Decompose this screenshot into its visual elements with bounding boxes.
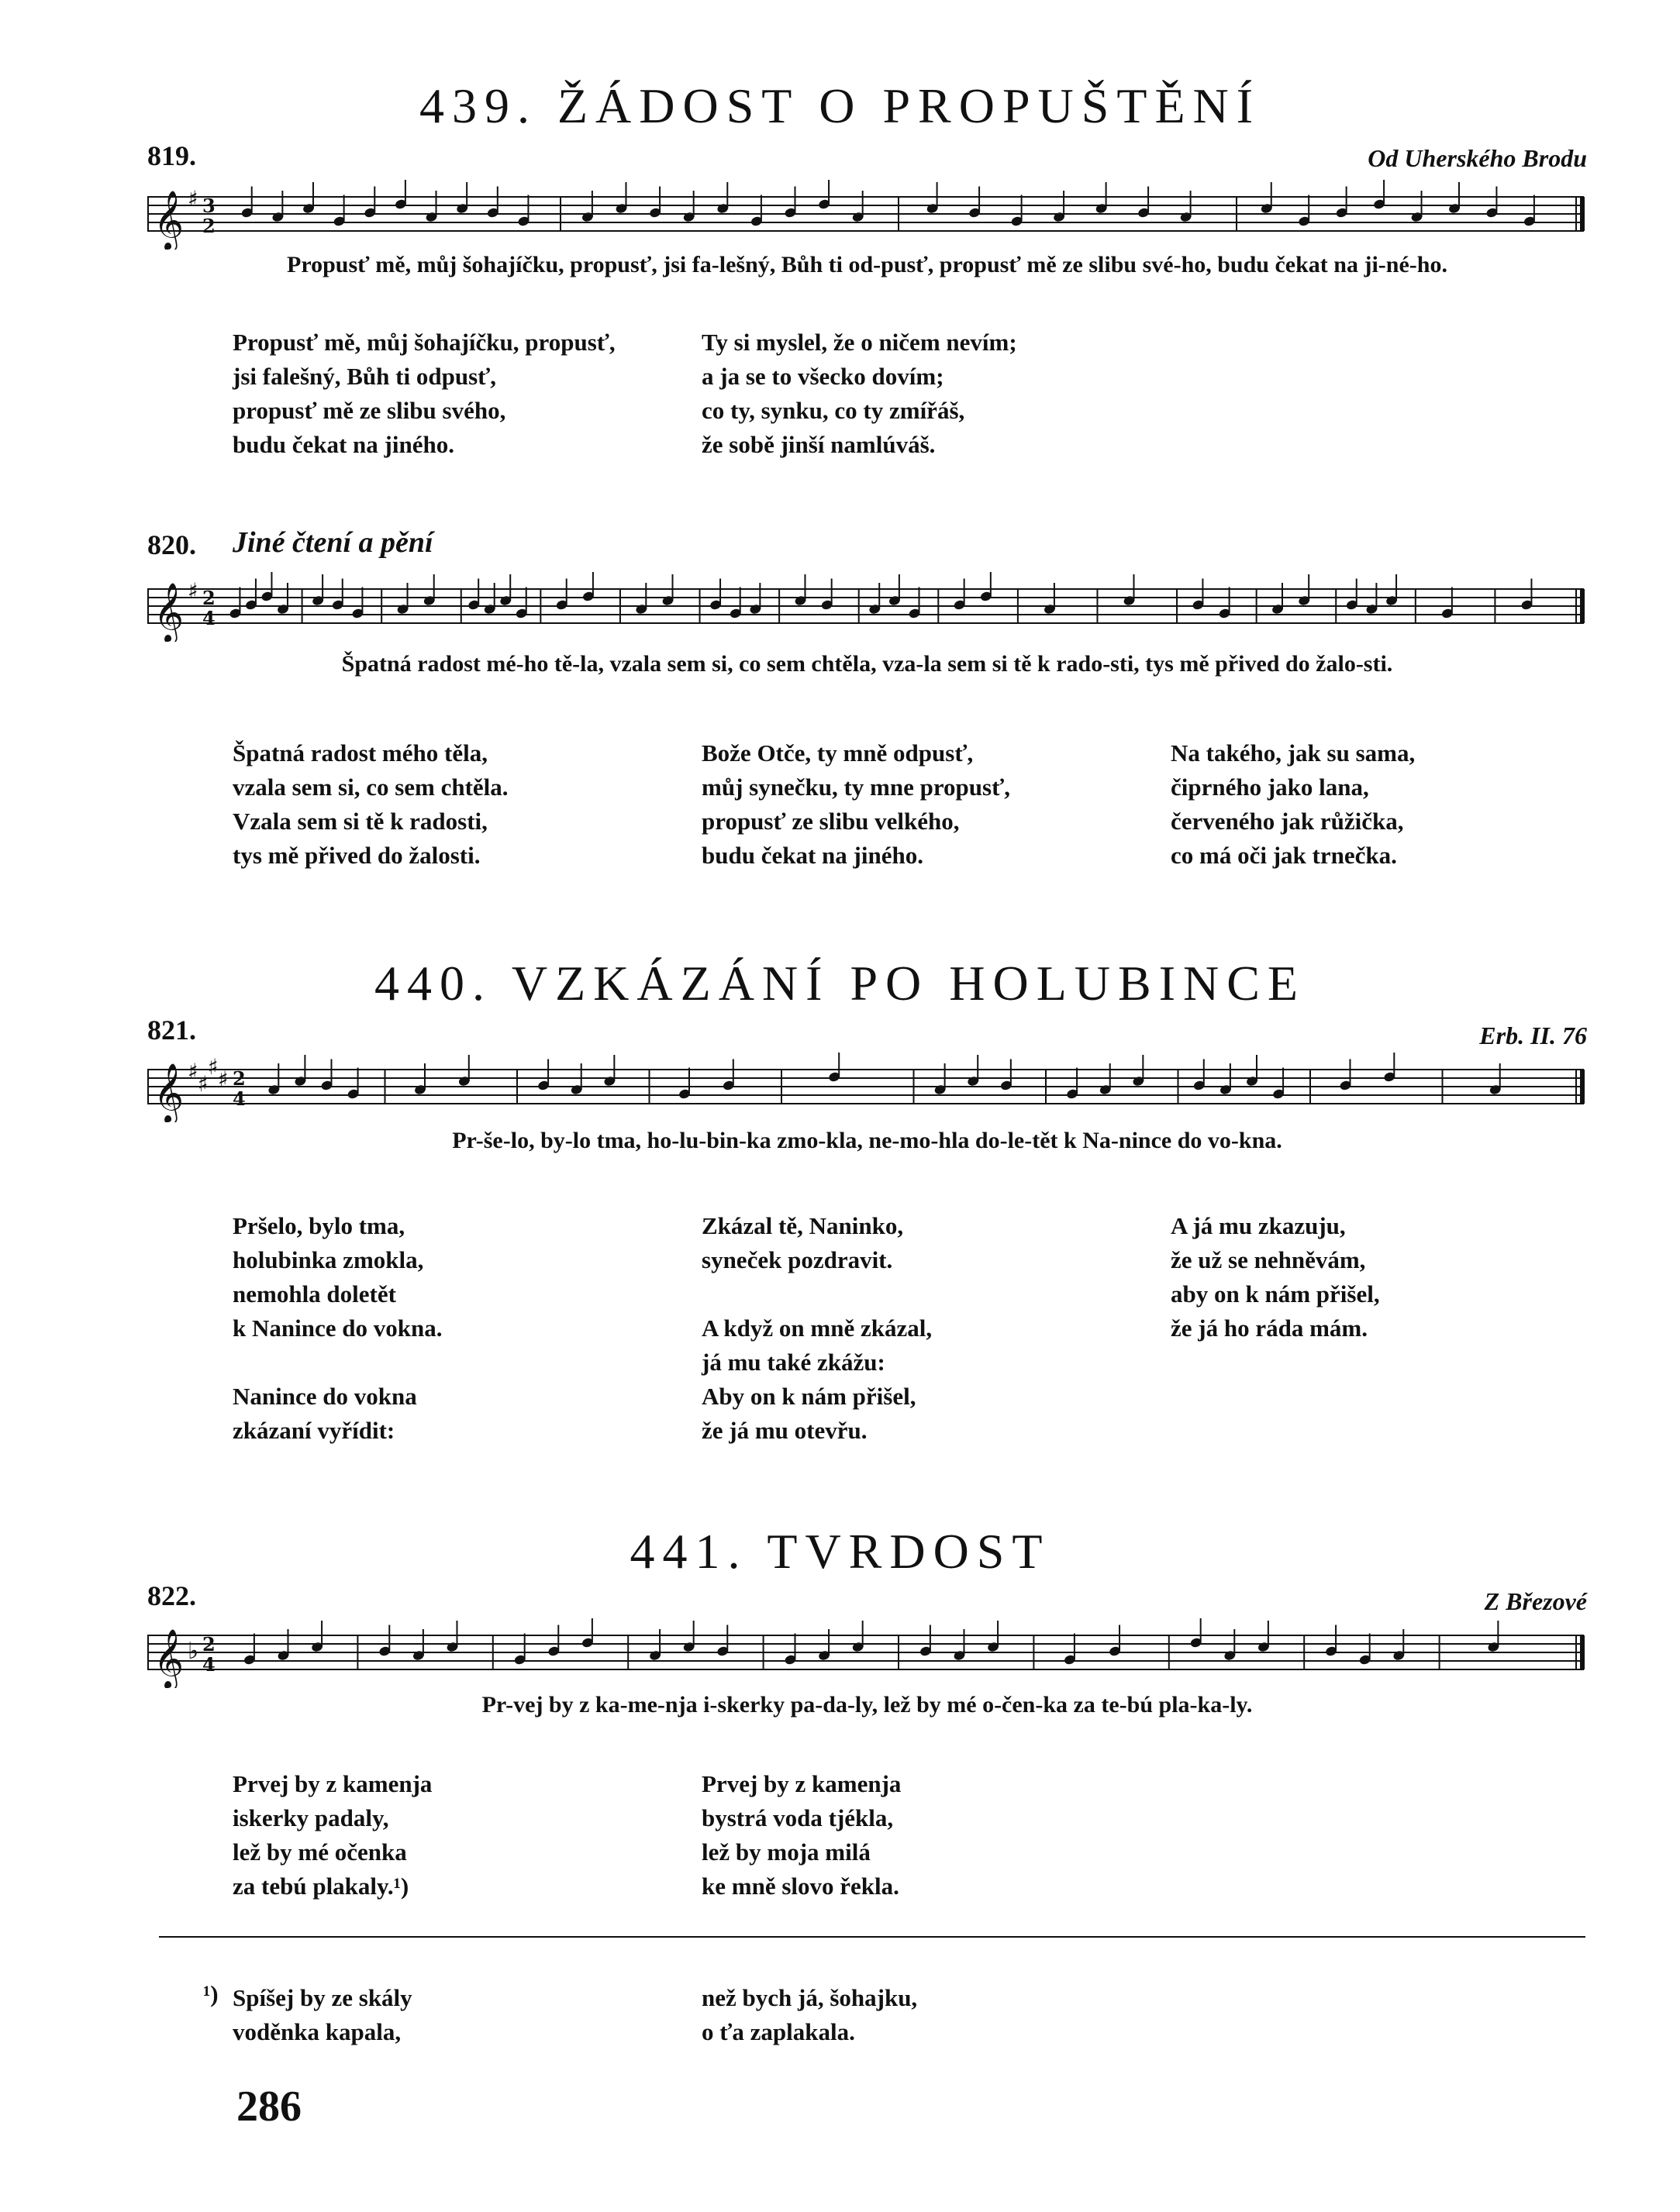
verse-line: co ty, synku, co ty zmířáš, xyxy=(702,397,965,424)
song-440-verse-2 xyxy=(702,1209,932,1448)
melody-820-staff xyxy=(147,572,1587,642)
treble-clef-icon: 𝄞 xyxy=(154,1063,185,1122)
verse-line: Zkázal tě, Naninko, xyxy=(702,1212,904,1239)
footnote-line: než bych já, šohajku, xyxy=(702,1984,918,2011)
verse-line: co má oči jak trnečka. xyxy=(1171,842,1397,869)
verse-line: čiprného jako lana, xyxy=(1171,774,1369,801)
melody-822-number: 822. xyxy=(147,1580,196,1611)
verse-line: syneček pozdravit. xyxy=(702,1246,893,1273)
verse-line: Prvej by z kamenja xyxy=(233,1770,433,1797)
footnote-mark: ¹) xyxy=(203,1980,219,2007)
sharp-icon: ♯ xyxy=(188,1059,198,1084)
time-signature-top: 2 xyxy=(202,1633,216,1656)
treble-clef-icon: 𝄞 xyxy=(154,582,185,642)
verse-line: červeného jak růžička, xyxy=(1171,808,1404,835)
verse-line: za tebú plakaly.¹) xyxy=(233,1873,409,1900)
treble-clef-icon: 𝄞 xyxy=(154,190,185,250)
verse-line: že sobě jinší namlúváš. xyxy=(702,431,936,458)
verse-line: propusť ze slibu velkého, xyxy=(702,808,960,835)
song-440-verse-3 xyxy=(1171,1209,1380,1345)
verse-line: nemohla doletět xyxy=(233,1280,396,1308)
melody-821-staff xyxy=(147,1053,1587,1122)
verse-line: Špatná radost mého těla, xyxy=(233,739,488,767)
footnote-column-2 xyxy=(702,1981,917,2049)
verse-line: budu čekat na jiného. xyxy=(702,842,923,869)
time-signature-top: 2 xyxy=(233,1067,246,1090)
verse-line: bystrá voda tjékla, xyxy=(702,1804,894,1831)
song-441-title: 441. TVRDOST xyxy=(630,1524,1050,1579)
verse-line: že já mu otevřu. xyxy=(702,1417,868,1444)
footnote-line: Spíšej by ze skály xyxy=(233,1984,412,2011)
verse-line: Bože Otče, ty mně odpusť, xyxy=(702,739,974,767)
verse-line: aby on k nám přišel, xyxy=(1171,1280,1380,1308)
verse-line: můj synečku, ty mne propusť, xyxy=(702,774,1010,801)
footnote-column-1 xyxy=(233,1981,412,2049)
verse-line: Ty si myslel, že o ničem nevím; xyxy=(702,329,1017,356)
verse-line: Na takého, jak su sama, xyxy=(1171,739,1416,767)
time-signature-top: 2 xyxy=(202,587,216,609)
melody-821-lyrics: Pr-še-lo, by-lo tma, ho-lu-bin-ka zmo-kla, ne-mo-hla do-le-tět k Na-nince do vo-kna. xyxy=(452,1128,1282,1153)
melody-821-number: 821. xyxy=(147,1015,196,1046)
verse-line: k Nanince do vokna. xyxy=(233,1314,443,1342)
flat-icon: ♭ xyxy=(188,1638,199,1665)
song-440-verse-1 xyxy=(233,1209,442,1448)
verse-line: lež by moja milá xyxy=(702,1838,871,1866)
verse-line: Prvej by z kamenja xyxy=(702,1770,902,1797)
melody-822-source: Z Březové xyxy=(1484,1587,1587,1615)
song-440-title: 440. VZKÁZÁNÍ PO HOLUBINCE xyxy=(374,956,1306,1011)
melody-819-staff xyxy=(147,180,1587,250)
melody-819-source: Od Uherského Brodu xyxy=(1368,144,1587,172)
verse-line: iskerky padaly, xyxy=(233,1804,389,1831)
song-439b-verse-2 xyxy=(702,736,1010,873)
melody-819-lyrics: Propusť mě, můj šohajíčku, propusť, jsi fa-lešný, Bůh ti od-pusť, propusť mě ze slibu své-ho, budu čekat na ji-né-ho. xyxy=(287,252,1447,277)
melody-820-number: 820. xyxy=(147,529,196,560)
time-signature-bottom: 2 xyxy=(202,215,216,237)
sharp-icon: ♯ xyxy=(188,186,198,212)
melody-822-staff xyxy=(147,1618,1587,1688)
melody-820-subtitle: Jiné čtení a pění xyxy=(233,526,433,559)
verse-line: vzala sem si, co sem chtěla. xyxy=(233,774,509,801)
verse-line: budu čekat na jiného. xyxy=(233,431,454,458)
verse-line: jsi falešný, Bůh ti odpusť, xyxy=(233,363,497,390)
verse-line: ke mně slovo řekla. xyxy=(702,1873,899,1900)
verse-line: lež by mé očenka xyxy=(233,1838,407,1866)
verse-line: A já mu zkazuju, xyxy=(1171,1212,1346,1239)
time-signature-bottom: 4 xyxy=(202,1653,216,1676)
sharp-icon: ♯ xyxy=(188,578,198,604)
time-signature-bottom: 4 xyxy=(233,1087,246,1110)
sharp-icon: ♯ xyxy=(218,1066,229,1092)
time-signature-top: 3 xyxy=(202,195,216,217)
verse-line: Propusť mě, můj šohajíčku, propusť, xyxy=(233,329,616,356)
verse-line: tys mě přived do žalosti. xyxy=(233,842,481,869)
verse-line: A když on mně zkázal, xyxy=(702,1314,933,1342)
verse-line: Nanince do vokna xyxy=(233,1383,417,1410)
song-441-verse-1 xyxy=(233,1767,432,1904)
verse-line: a ja se to všecko dovím; xyxy=(702,363,944,390)
melody-821-source: Erb. II. 76 xyxy=(1479,1022,1587,1049)
melody-819-number: 819. xyxy=(147,140,196,171)
song-439-title: 439. ŽÁDOST O PROPUŠTĚNÍ xyxy=(419,78,1261,133)
verse-line: že já ho ráda mám. xyxy=(1171,1314,1368,1342)
footnote-line: voděnka kapala, xyxy=(233,2018,402,2045)
time-signature-bottom: 4 xyxy=(202,607,216,629)
verse-line: Aby on k nám přišel, xyxy=(702,1383,916,1410)
page-number: 286 xyxy=(236,2083,302,2131)
footnote-divider xyxy=(159,1936,1585,1938)
melody-820-lyrics: Špatná radost mé-ho tě-la, vzala sem si, co sem chtěla, vza-la sem si tě k rado-sti, tys mě přived do žalo-sti. xyxy=(341,651,1393,677)
song-439-verse-2 xyxy=(702,326,1017,462)
sharp-icon: ♯ xyxy=(208,1054,219,1080)
song-439-verse-1 xyxy=(233,326,616,462)
verse-line: že už se nehněvám, xyxy=(1171,1246,1366,1273)
song-439b-verse-3 xyxy=(1171,736,1415,873)
verse-line: Vzala sem si tě k radosti, xyxy=(233,808,488,835)
verse-line: holubinka zmokla, xyxy=(233,1246,424,1273)
footnote-line: o ťa zaplakala. xyxy=(702,2018,855,2045)
sharp-icon: ♯ xyxy=(198,1071,209,1097)
song-441-verse-2 xyxy=(702,1767,901,1904)
treble-clef-icon: 𝄞 xyxy=(154,1628,185,1688)
melody-822-lyrics: Pr-vej by z ka-me-nja i-skerky pa-da-ly, lež by mé o-čen-ka za te-bú pla-ka-ly. xyxy=(481,1692,1253,1718)
verse-line: propusť mě ze slibu svého, xyxy=(233,397,506,424)
verse-line: Pršelo, bylo tma, xyxy=(233,1212,405,1239)
verse-line: já mu také zkážu: xyxy=(702,1349,885,1376)
song-439b-verse-1 xyxy=(233,736,509,873)
verse-line: zkázaní vyřídit: xyxy=(233,1417,395,1444)
